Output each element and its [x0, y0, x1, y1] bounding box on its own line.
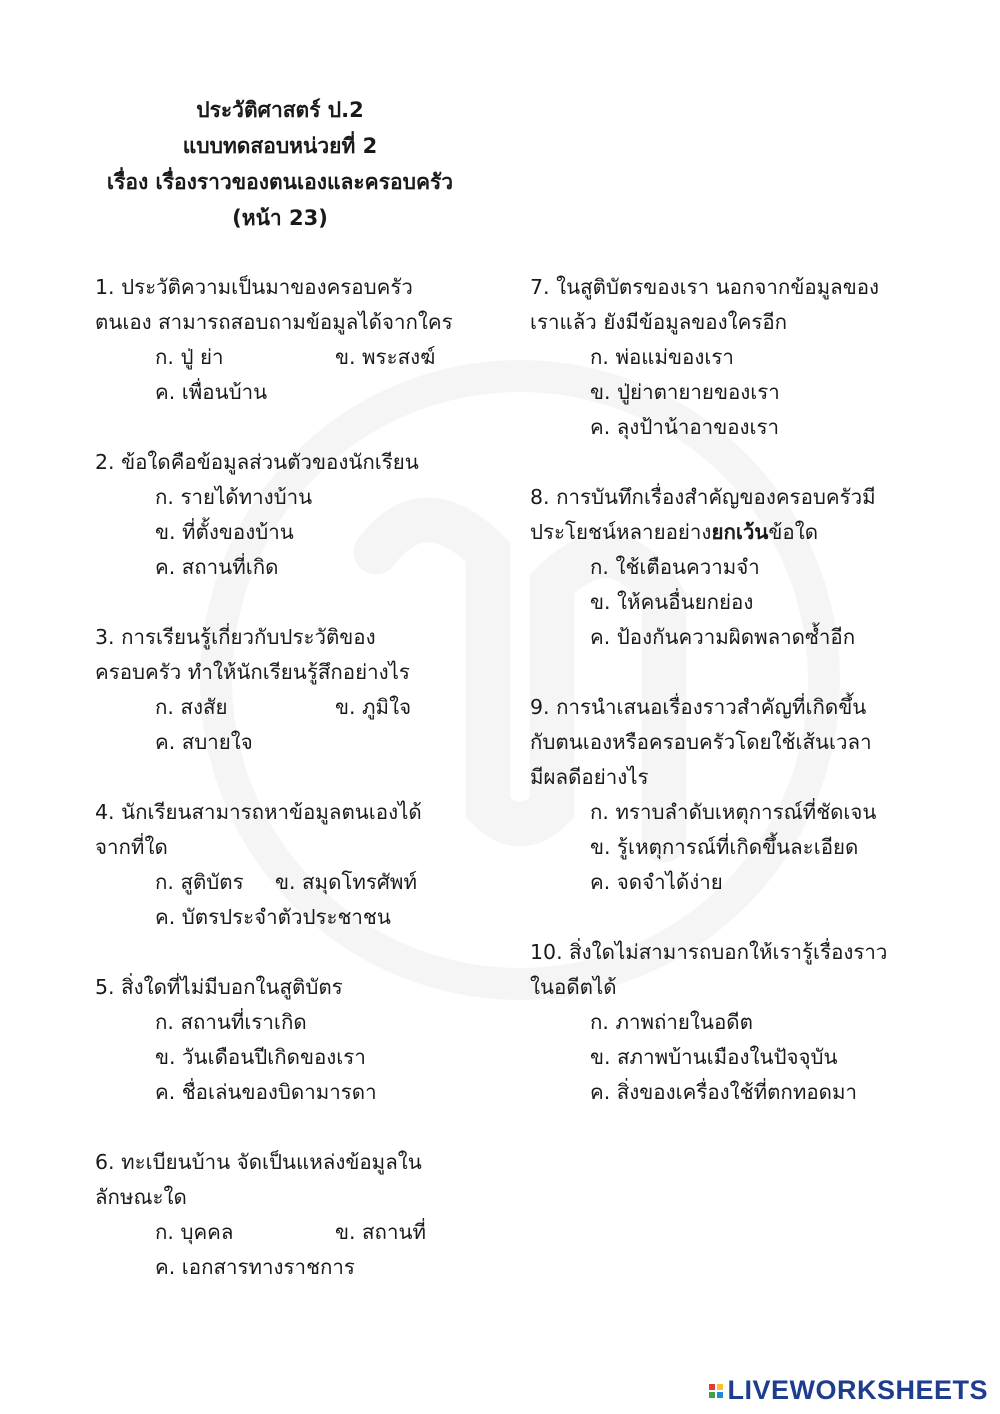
question-text: ลักษณะใด [95, 1185, 187, 1209]
option-c[interactable]: ค. สถานที่เกิด [155, 555, 279, 579]
question-8 [530, 480, 970, 655]
question-text: 10. สิ่งใดไม่สามารถบอกให้เรารู้เรื่องราว [530, 940, 888, 964]
question-text: ตนเอง สามารถสอบถามข้อมูลได้จากใคร [95, 310, 453, 334]
right-column [530, 270, 970, 1145]
liveworksheets-logo[interactable] [709, 1375, 988, 1406]
option-c[interactable]: ค. สิ่งของเครื่องใช้ที่ตกทอดมา [590, 1080, 857, 1104]
logo-square-icon [709, 1384, 715, 1390]
option-b[interactable]: ข. รู้เหตุการณ์ที่เกิดขึ้นละเอียด [590, 835, 859, 859]
option-a[interactable]: ก. บุคคล [155, 1220, 234, 1244]
option-c[interactable]: ค. สบายใจ [155, 730, 253, 754]
question-text: 2. ข้อใดคือข้อมูลส่วนตัวของนักเรียน [95, 450, 419, 474]
question-10 [530, 935, 970, 1110]
option-b[interactable]: ข. ที่ตั้งของบ้าน [155, 520, 294, 544]
option-a[interactable]: ก. ทราบลำดับเหตุการณ์ที่ชัดเจน [590, 800, 877, 824]
question-6 [95, 1145, 515, 1285]
question-text [530, 515, 970, 550]
option-a[interactable]: ก. ปู่ ย่า [155, 345, 224, 369]
option-c[interactable]: ค. เพื่อนบ้าน [155, 380, 268, 404]
logo-square-icon [717, 1392, 723, 1398]
option-c[interactable]: ค. บัตรประจำตัวประชาชน [155, 905, 391, 929]
question-text: ในอดีตได้ [530, 975, 617, 999]
question-text: 6. ทะเบียนบ้าน จัดเป็นแหล่งข้อมูลใน [95, 1150, 422, 1174]
question-text-part: ประโยชน์หลายอย่าง [530, 520, 712, 544]
option-a[interactable]: ก. ภาพถ่ายในอดีต [590, 1010, 753, 1034]
question-5 [95, 970, 515, 1110]
left-column [95, 270, 515, 1320]
option-c[interactable]: ค. จดจำได้ง่าย [590, 870, 723, 894]
option-a[interactable]: ก. สถานที่เราเกิด [155, 1010, 307, 1034]
option-b[interactable]: ข. ภูมิใจ [335, 695, 412, 719]
question-text: 7. ในสูติบัตรของเรา นอกจากข้อมูลของ [530, 275, 880, 299]
subject-title: ประวัติศาสตร์ ป.2 [196, 98, 364, 122]
question-text: จากที่ใด [95, 835, 168, 859]
option-a[interactable]: ก. ใช้เตือนความจำ [590, 555, 760, 579]
topic-title: เรื่อง เรื่องราวของตนเองและครอบครัว [106, 170, 454, 194]
option-a[interactable]: ก. สูติบัตร [155, 870, 244, 894]
option-c[interactable]: ค. ลุงป้าน้าอาของเรา [590, 415, 780, 439]
option-b[interactable]: ข. สถานที่ [335, 1220, 427, 1244]
option-a[interactable]: ก. พ่อแม่ของเรา [590, 345, 734, 369]
option-b[interactable]: ข. ให้คนอื่นยกย่อง [590, 590, 754, 614]
logo-squares-icon [709, 1384, 723, 1398]
test-title: แบบทดสอบหน่วยที่ 2 [182, 134, 378, 158]
question-text: มีผลดีอย่างไร [530, 765, 649, 789]
question-text: เราแล้ว ยังมีข้อมูลของใครอีก [530, 310, 788, 334]
question-text: 8. การบันทึกเรื่องสำคัญของครอบครัวมี [530, 485, 876, 509]
logo-square-icon [709, 1392, 715, 1398]
option-a[interactable]: ก. รายได้ทางบ้าน [155, 485, 313, 509]
question-3 [95, 620, 515, 760]
question-2 [95, 445, 515, 585]
option-a[interactable]: ก. สงสัย [155, 695, 228, 719]
page-reference: (หน้า 23) [232, 206, 328, 230]
question-text: 3. การเรียนรู้เกี่ยวกับประวัติของ [95, 625, 376, 649]
option-c[interactable]: ค. เอกสารทางราชการ [155, 1255, 355, 1279]
question-text: 5. สิ่งใดที่ไม่มีบอกในสูติบัตร [95, 975, 343, 999]
question-text-part: ข้อใด [768, 520, 819, 544]
logo-text: LIVEWORKSHEETS [727, 1375, 988, 1405]
option-b[interactable]: ข. ปู่ย่าตายายของเรา [590, 380, 780, 404]
question-text: 4. นักเรียนสามารถหาข้อมูลตนเองได้ [95, 800, 422, 824]
page-header [80, 92, 480, 236]
question-1 [95, 270, 515, 410]
question-text: ครอบครัว ทำให้นักเรียนรู้สึกอย่างไร [95, 660, 410, 684]
question-text: 1. ประวัติความเป็นมาของครอบครัว [95, 275, 413, 299]
option-b[interactable]: ข. วันเดือนปีเกิดของเรา [155, 1045, 366, 1069]
question-4 [95, 795, 515, 935]
question-9 [530, 690, 970, 900]
option-b[interactable]: ข. สภาพบ้านเมืองในปัจจุบัน [590, 1045, 838, 1069]
question-text: กับตนเองหรือครอบครัวโดยใช้เส้นเวลา [530, 730, 872, 754]
option-c[interactable]: ค. ป้องกันความผิดพลาดซ้ำอีก [590, 625, 856, 649]
emphasis-word: ยกเว้น [711, 520, 769, 544]
question-7 [530, 270, 970, 445]
option-b[interactable]: ข. สมุดโทรศัพท์ [275, 870, 417, 894]
option-c[interactable]: ค. ชื่อเล่นของบิดามารดา [155, 1080, 377, 1104]
logo-square-icon [717, 1384, 723, 1390]
option-b[interactable]: ข. พระสงฆ์ [335, 345, 436, 369]
question-text: 9. การนำเสนอเรื่องราวสำคัญที่เกิดขึ้น [530, 695, 867, 719]
